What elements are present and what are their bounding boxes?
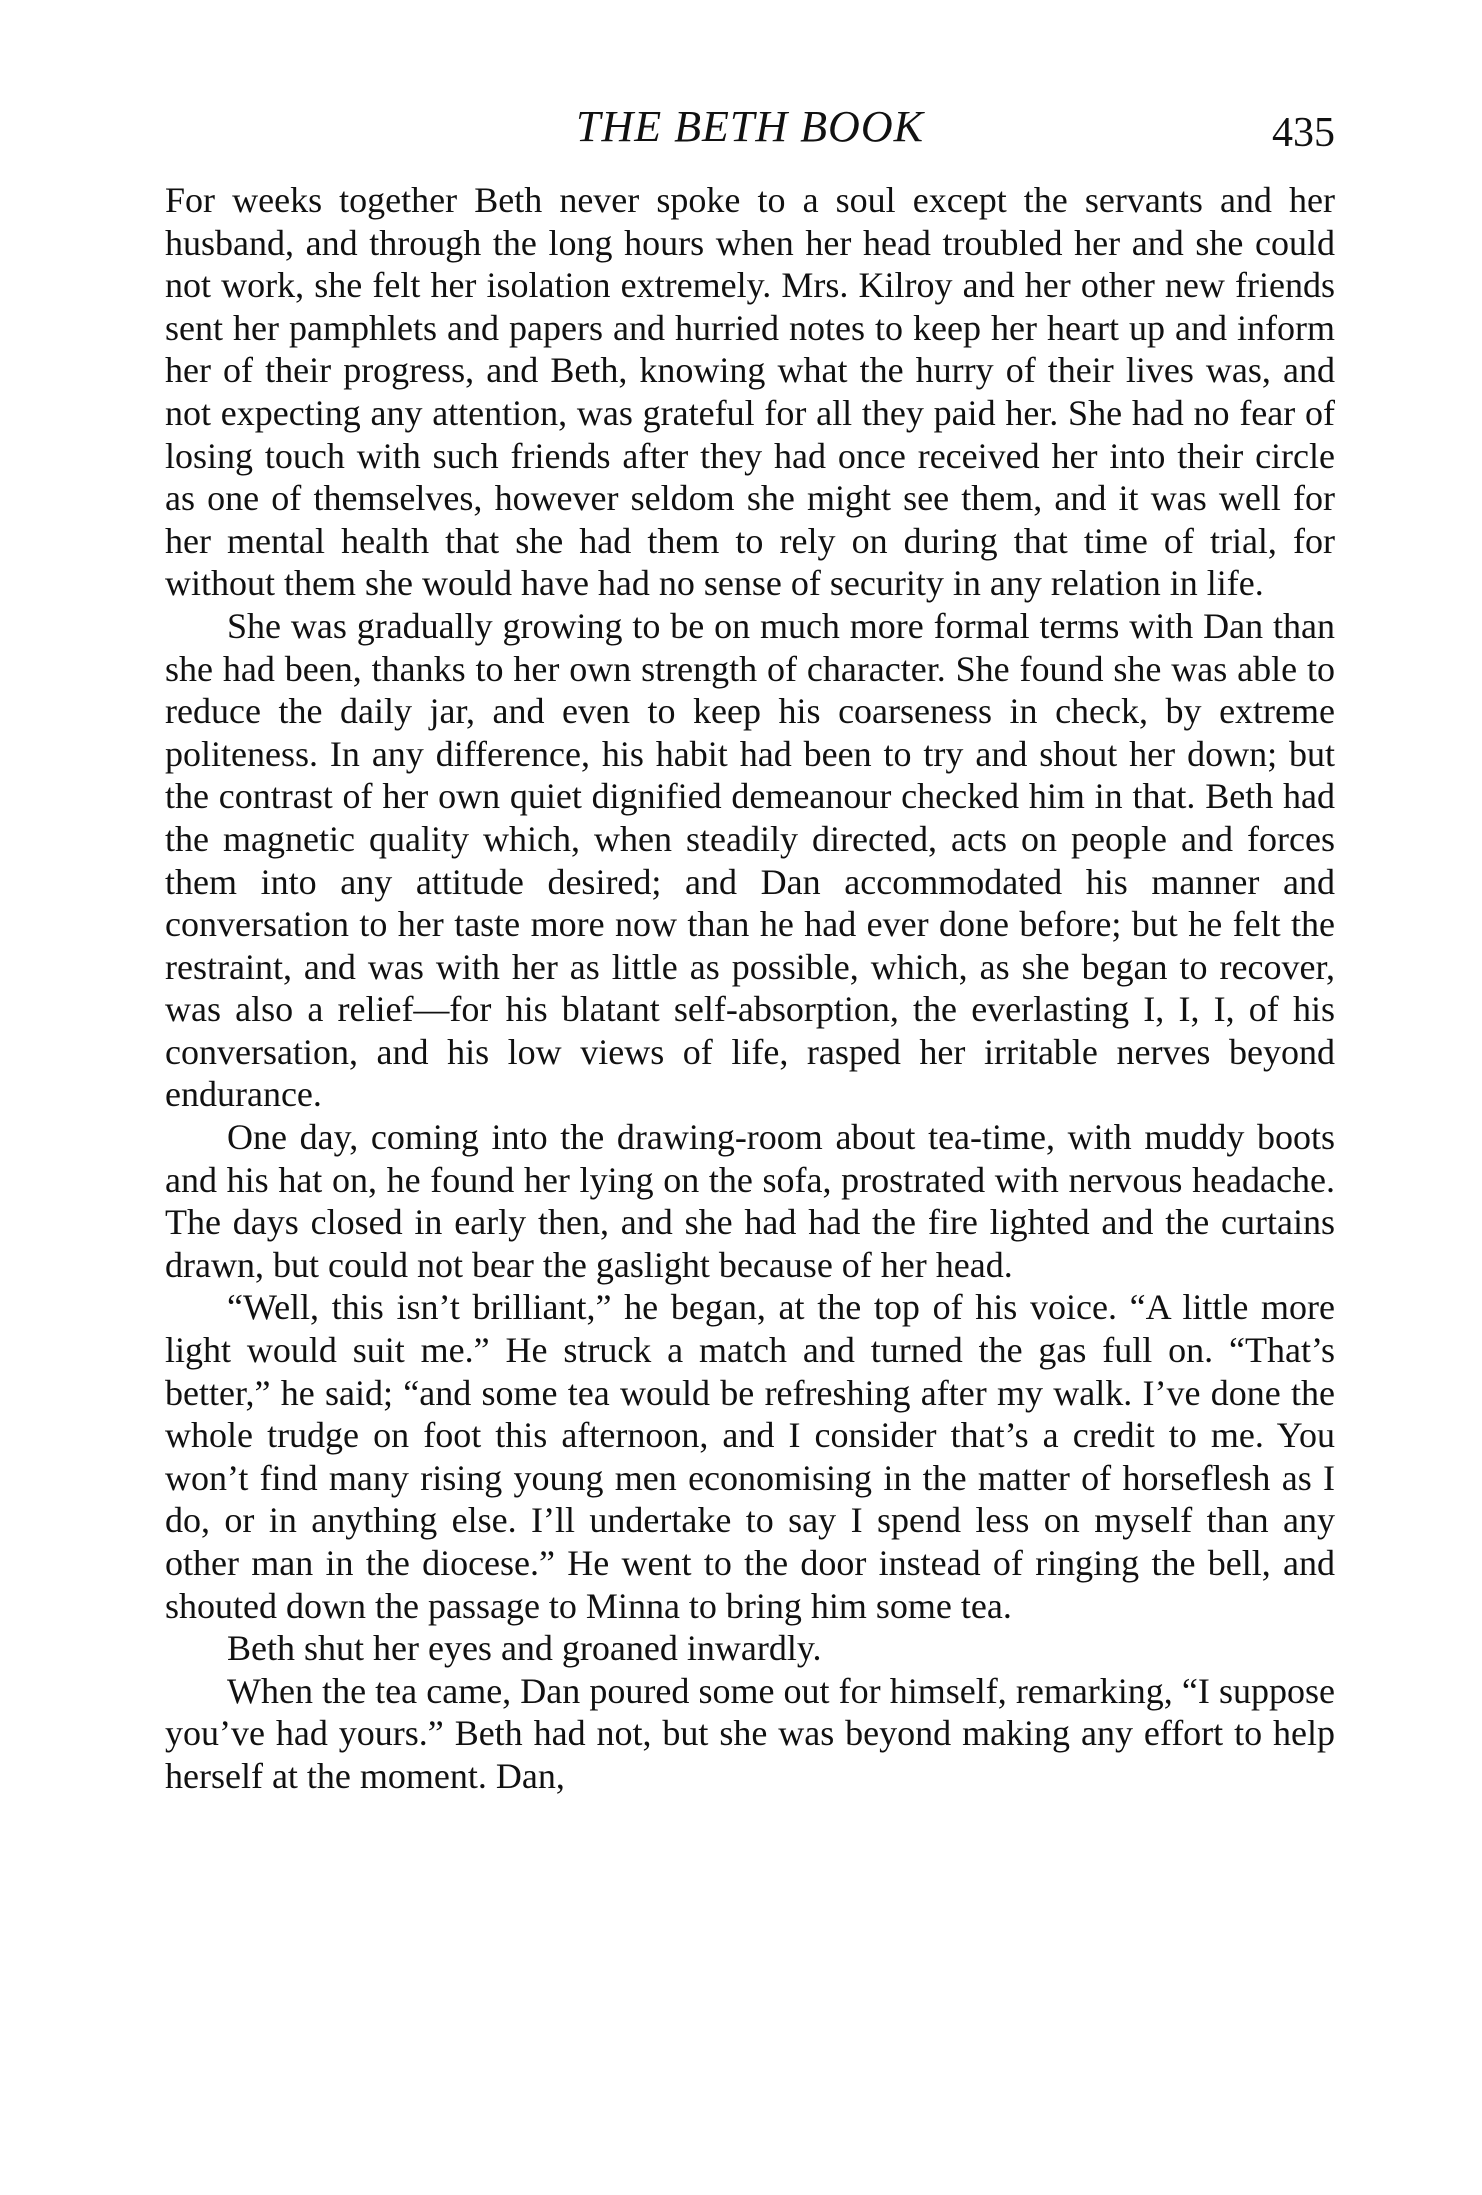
page-number: 435 <box>1272 110 1335 156</box>
book-page <box>165 95 1335 2155</box>
running-title: THE BETH BOOK <box>576 102 924 151</box>
paragraph: Beth shut her eyes and groaned inwardly. <box>227 1628 822 1669</box>
paragraph: One day, coming into the drawing-room about tea-time, with muddy boots and his hat on, he found her lying on the sofa, prostrated with nervous headache. The days closed in early then, and she had had the fire lighted and the curtains drawn, but could not bear the gaslight because of her head. <box>165 1117 1335 1285</box>
paragraph: For weeks together Beth never spoke to a soul except the servants and her husband, and through the long hours when her head troubled her and she could not work, she felt her isolation extremely. Mrs. Kilroy and her other new friends sent her pamphlets and papers and hurried notes to keep her heart up and inform her of their progress, and Beth, knowing what the hurry of their lives was, and not expecting any attention, was grateful for all they paid her. She had no fear of losing touch with such friends after they had once received her into their circle as one of themselves, however seldom she might see them, and it was well for her mental health that she had them to rely on during that time of trial, for without them she would have had no sense of security in any relation in life. <box>165 180 1335 604</box>
paragraph: “Well, this isn’t brilliant,” he began, at the top of his voice. “A little more light would suit me.” He struck a match and turned the gas full on. “That’s better,” he said; “and some tea would be refreshing after my walk. I’ve done the whole trudge on foot this afternoon, and I consider that’s a credit to me. You won’t find many rising young men economising in the matter of horseflesh as I do, or in anything else. I’ll undertake to say I spend less on myself than any other man in the diocese.” He went to the door instead of ringing the bell, and shouted down the passage to Minna to bring him some tea. <box>165 1287 1335 1626</box>
paragraph: She was gradually growing to be on much more formal terms with Dan than she had been, thanks to her own strength of character. She found she was able to reduce the daily jar, and even to keep his coarseness in check, by extreme politeness. In any difference, his habit had been to try and shout her down; but the contrast of her own quiet dignified demeanour checked him in that. Beth had the magnetic quality which, when steadily directed, acts on people and forces them into any attitude desired; and Dan accommodated his manner and conversation to her taste more now than he had ever done before; but he felt the restraint, and was with her as little as possible, which, as she began to recover, was also a relief—for his blatant self-absorption, the everlasting I, I, I, of his conversation, and his low views of life, rasped her irritable nerves beyond endurance. <box>165 605 1335 1115</box>
paragraph: When the tea came, Dan poured some out for himself, remarking, “I suppose you’ve had yours.” Beth had not, but she was beyond making any effort to help herself at the moment. Dan, <box>165 1670 1335 1796</box>
running-head <box>165 95 1335 175</box>
body-text <box>165 179 1335 1798</box>
